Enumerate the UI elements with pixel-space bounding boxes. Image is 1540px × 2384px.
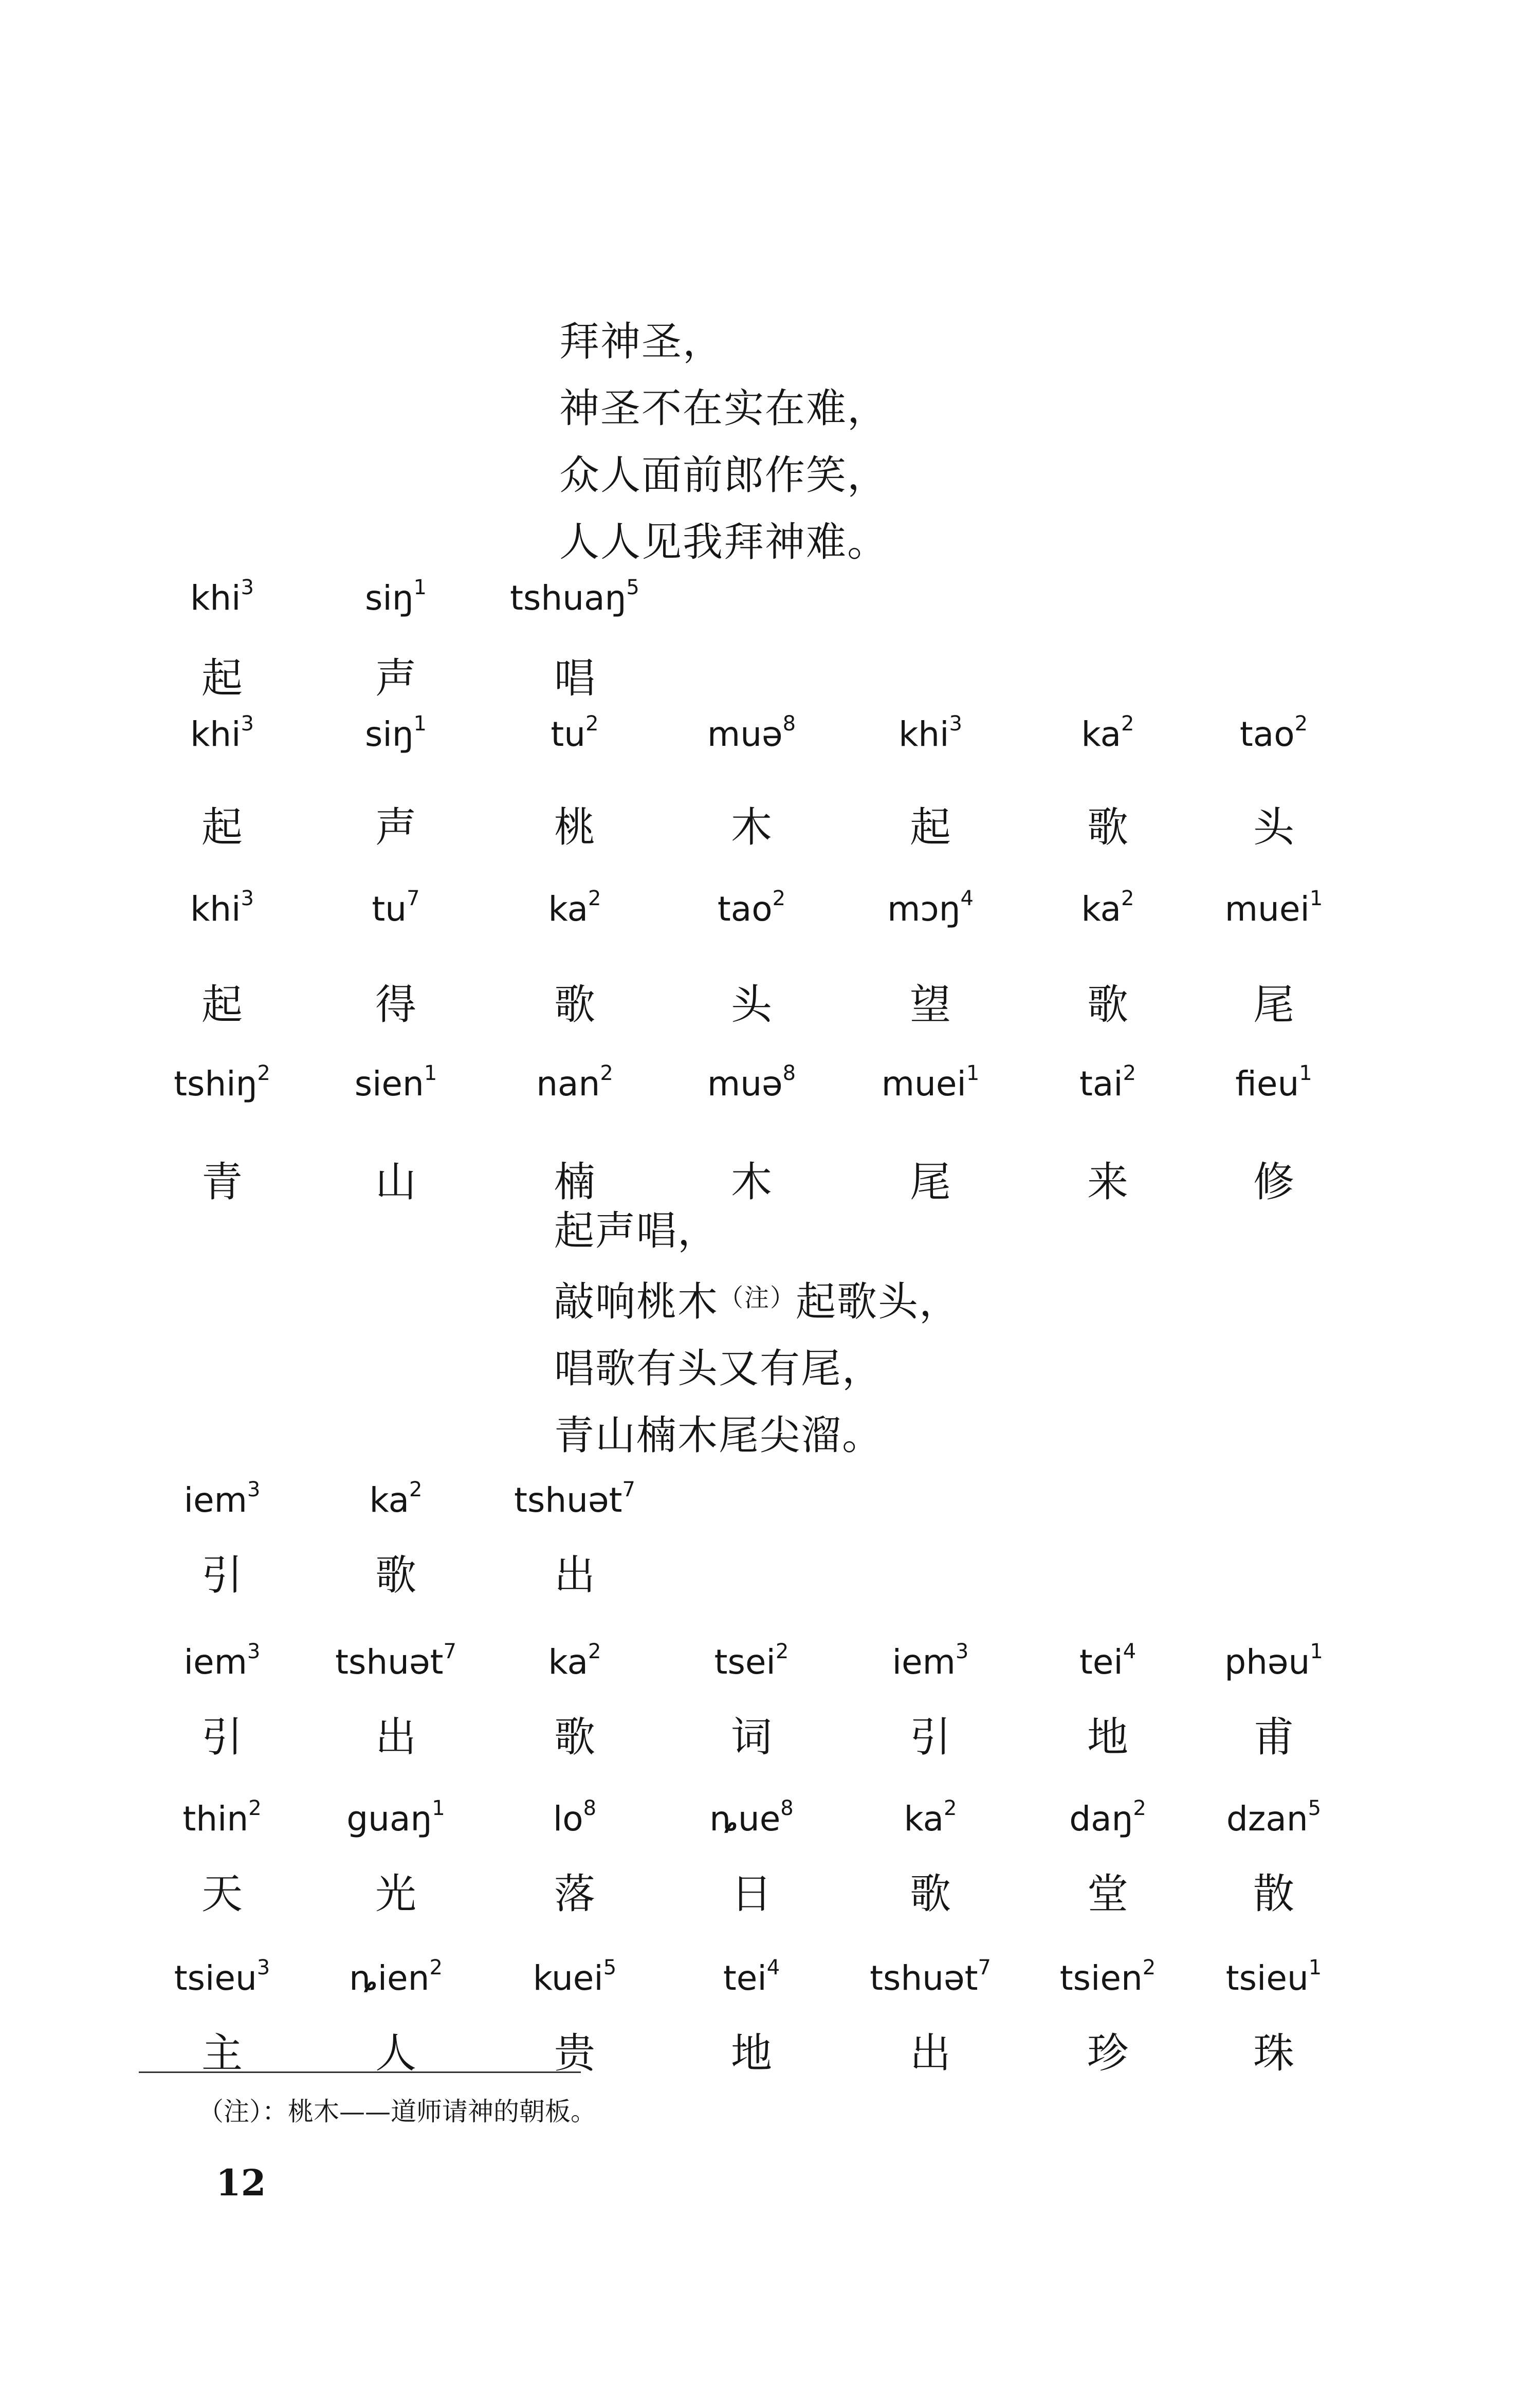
hanzi-character: 声 [375, 803, 416, 851]
tone-number: 8 [782, 712, 796, 736]
hanzi-character: 山 [375, 1158, 416, 1206]
romanization-syllable: ȵien$^2$ [349, 1956, 443, 1998]
verse-line: 青山楠木尾尖溜。 [554, 1413, 884, 1459]
romanization-row [0, 1796, 1540, 1850]
verse-line: 众人面前郎作笑， [559, 452, 889, 499]
romanization-syllable: tshuət$^7$ [335, 1640, 456, 1682]
hanzi-character: 望 [910, 981, 951, 1029]
tone-number: 2 [429, 1956, 443, 1979]
romanization-syllable: tai$^2$ [1079, 1061, 1136, 1104]
romanization-syllable: mɔŋ$^4$ [887, 887, 974, 929]
tone-number: 2 [600, 1061, 613, 1085]
hanzi-character: 起 [201, 981, 243, 1029]
verse-line: 起声唱， [554, 1208, 719, 1254]
romanization-syllable: fieu$^1$ [1235, 1061, 1312, 1104]
hanzi-character: 歌 [375, 1551, 416, 1599]
hanzi-character: 地 [731, 2029, 772, 2077]
tone-number: 2 [588, 887, 601, 910]
hanzi-character: 天 [201, 1870, 243, 1918]
romanization-syllable: muə$^8$ [707, 1061, 796, 1104]
tone-number: 3 [241, 887, 254, 910]
romanization-syllable: tshuət$^7$ [870, 1956, 991, 1998]
romanization-syllable: thin$^2$ [182, 1796, 262, 1839]
romanization-syllable: daŋ$^2$ [1069, 1796, 1146, 1839]
tone-number: 1 [413, 576, 427, 599]
romanization-syllable: kuei$^5$ [533, 1956, 617, 1998]
tone-number: 3 [256, 1956, 270, 1979]
tone-number: 8 [782, 1061, 796, 1085]
romanization-syllable: khi$^3$ [899, 712, 962, 754]
tone-number: 1 [1299, 1061, 1312, 1085]
hanzi-character: 唱 [554, 654, 595, 702]
tone-number: 1 [1308, 1956, 1322, 1979]
hanzi-character: 起 [201, 803, 243, 851]
tone-number: 2 [1294, 712, 1308, 736]
character-row [0, 2020, 1540, 2077]
tone-number: 5 [626, 576, 639, 599]
hanzi-character: 来 [1087, 1158, 1128, 1206]
tone-number: 3 [247, 1478, 261, 1501]
hanzi-character: 头 [1253, 803, 1294, 851]
romanization-row [0, 889, 1540, 941]
romanization-syllable: iem$^3$ [892, 1640, 969, 1682]
hanzi-character: 木 [731, 803, 772, 851]
tone-number: 4 [1123, 1640, 1136, 1663]
footnote-rule [139, 2071, 581, 2073]
romanization-syllable: sien$^1$ [354, 1061, 437, 1104]
hanzi-character: 地 [1087, 1713, 1128, 1761]
verse-block-1 [559, 308, 888, 576]
hanzi-character: 头 [731, 981, 772, 1029]
romanization-syllable: $ka^2$ [548, 1640, 601, 1682]
character-row [0, 1861, 1540, 1918]
romanization-row [0, 1958, 1540, 2010]
hanzi-character: 出 [554, 1551, 595, 1599]
romanization-syllable: tshuaŋ$^5$ [510, 576, 639, 618]
tone-number: 2 [944, 1796, 957, 1820]
tone-number: 2 [409, 1478, 423, 1501]
romanization-syllable: muə$^8$ [707, 712, 796, 754]
hanzi-character: 桃 [554, 803, 595, 851]
tone-number: 8 [780, 1796, 794, 1820]
hanzi-character: 歌 [1087, 803, 1128, 851]
hanzi-character: 词 [731, 1713, 772, 1761]
tone-number: 7 [443, 1640, 456, 1663]
hanzi-character: 歌 [554, 981, 595, 1029]
romanization-syllable: tei$^4$ [1079, 1640, 1136, 1682]
tone-number: 3 [949, 712, 962, 736]
character-row [0, 794, 1540, 851]
tone-number: 1 [424, 1061, 437, 1085]
hanzi-character: 甫 [1253, 1713, 1294, 1761]
verse-line: 神圣不在实在难， [559, 386, 889, 432]
romanization-row [0, 714, 1540, 766]
romanization-syllable: dzan$^5$ [1226, 1796, 1322, 1839]
hanzi-character: 珠 [1253, 2029, 1294, 2077]
footnote: （注）：桃木——道师请神的朝板。 [198, 2097, 596, 2126]
romanization-syllable: tsien$^2$ [1059, 1956, 1156, 1998]
tone-number: 2 [1133, 1796, 1146, 1820]
tone-number: 1 [413, 712, 427, 736]
tone-number: 1 [1309, 887, 1323, 910]
tone-number: 4 [960, 887, 974, 910]
tone-number: 2 [248, 1796, 262, 1820]
character-row [0, 1704, 1540, 1761]
tone-number: 2 [257, 1061, 270, 1085]
tone-number: 2 [588, 1640, 601, 1663]
hanzi-character: 引 [910, 1713, 951, 1761]
tone-number: 2 [775, 1640, 789, 1663]
tone-number: 3 [241, 576, 254, 599]
romanization-syllable: siŋ$^1$ [364, 576, 427, 618]
page-number: 12 [216, 2161, 266, 2204]
romanization-syllable: guaŋ$^1$ [346, 1796, 445, 1839]
hanzi-character: 起 [201, 654, 243, 702]
romanization-syllable: tsieu$^3$ [174, 1956, 270, 1998]
tone-number: 2 [1123, 1061, 1136, 1085]
romanization-syllable: tshiŋ$^2$ [174, 1061, 270, 1104]
romanization-syllable: nan$^2$ [536, 1061, 613, 1104]
hanzi-character: 珍 [1087, 2029, 1128, 2077]
romanization-syllable: $tu^7$ [372, 887, 420, 929]
romanization-syllable: $lo^8$ [553, 1796, 597, 1839]
romanization-syllable: $ka^2$ [1081, 712, 1134, 754]
hanzi-character: 木 [731, 1158, 772, 1206]
tone-number: 7 [407, 887, 420, 910]
hanzi-character: 落 [554, 1870, 595, 1918]
tone-number: 1 [966, 1061, 980, 1085]
romanization-syllable: khi$^3$ [190, 576, 254, 618]
tone-number: 7 [622, 1478, 635, 1501]
hanzi-character: 堂 [1087, 1870, 1128, 1918]
romanization-syllable: tshuət$^7$ [514, 1478, 635, 1520]
hanzi-character: 歌 [554, 1713, 595, 1761]
verse-line: 敲响桃木$^{(注)}$起歌头， [554, 1279, 961, 1325]
hanzi-character: 得 [375, 981, 416, 1029]
character-row [0, 1149, 1540, 1206]
romanization-row [0, 1480, 1540, 1532]
romanization-syllable: siŋ$^1$ [364, 712, 427, 754]
hanzi-character: 修 [1253, 1158, 1294, 1206]
hanzi-character: 主 [201, 2029, 243, 2077]
romanization-syllable: tsei$^2$ [714, 1640, 789, 1682]
romanization-syllable: muei$^1$ [881, 1061, 980, 1104]
romanization-syllable: tao$^2$ [1239, 712, 1308, 754]
tone-number: 2 [585, 712, 599, 736]
hanzi-character: 歌 [910, 1870, 951, 1918]
romanization-syllable: phəu$^1$ [1224, 1640, 1323, 1682]
hanzi-character: 日 [731, 1870, 772, 1918]
romanization-syllable: iem$^3$ [184, 1640, 261, 1682]
character-row [0, 1542, 1540, 1599]
character-row [0, 971, 1540, 1029]
tone-number: 5 [1308, 1796, 1322, 1820]
romanization-syllable: $ka^2$ [1081, 887, 1134, 929]
romanization-syllable: $tu^2$ [551, 712, 599, 754]
tone-number: 4 [766, 1956, 780, 1979]
verse-line: 人人见我拜神难。 [559, 519, 889, 565]
romanization-row [0, 578, 1540, 630]
hanzi-character: 起 [910, 803, 951, 851]
hanzi-character: 散 [1253, 1870, 1294, 1918]
romanization-syllable: $ka^2$ [369, 1478, 423, 1520]
hanzi-character: 出 [910, 2029, 951, 2077]
verse-line: 唱歌有头又有尾， [554, 1346, 884, 1392]
tone-number: 2 [772, 887, 786, 910]
verse-block-2 [554, 1198, 960, 1469]
tone-number: 1 [1310, 1640, 1323, 1663]
hanzi-character: 楠 [554, 1158, 595, 1206]
tone-number: 2 [1121, 712, 1134, 736]
hanzi-character: 贵 [554, 2029, 595, 2077]
tone-number: 2 [1121, 887, 1134, 910]
romanization-syllable: $ka^2$ [548, 887, 601, 929]
hanzi-character: 人 [375, 2029, 416, 2077]
hanzi-character: 声 [375, 654, 416, 702]
tone-number: 3 [955, 1640, 969, 1663]
romanization-syllable: tao$^2$ [717, 887, 786, 929]
hanzi-character: 引 [201, 1713, 243, 1761]
hanzi-character: 尾 [910, 1158, 951, 1206]
hanzi-character: 青 [201, 1158, 243, 1206]
hanzi-character: 光 [375, 1870, 416, 1918]
tone-number: 7 [978, 1956, 991, 1979]
hanzi-character: 尾 [1253, 981, 1294, 1029]
note-marker: （注） [719, 1283, 796, 1312]
romanization-syllable: tsieu$^1$ [1225, 1956, 1322, 1998]
hanzi-character: 引 [201, 1551, 243, 1599]
hanzi-character: 歌 [1087, 981, 1128, 1029]
romanization-syllable: khi$^3$ [190, 712, 254, 754]
tone-number: 8 [583, 1796, 597, 1820]
tone-number: 3 [247, 1640, 261, 1663]
verse-line: 拜神圣， [559, 319, 724, 365]
romanization-row [0, 1642, 1540, 1694]
tone-number: 3 [241, 712, 254, 736]
romanization-syllable: khi$^3$ [190, 887, 254, 929]
romanization-row [0, 1061, 1540, 1115]
romanization-syllable: tei$^4$ [723, 1956, 780, 1998]
tone-number: 2 [1142, 1956, 1156, 1979]
tone-number: 1 [432, 1796, 445, 1820]
romanization-syllable: ȵue$^8$ [709, 1796, 794, 1839]
romanization-syllable: muei$^1$ [1224, 887, 1323, 929]
hanzi-character: 出 [375, 1713, 416, 1761]
character-row [0, 645, 1540, 702]
romanization-syllable: $ka^2$ [904, 1796, 957, 1839]
romanization-syllable: iem$^3$ [184, 1478, 261, 1520]
tone-number: 5 [603, 1956, 617, 1979]
